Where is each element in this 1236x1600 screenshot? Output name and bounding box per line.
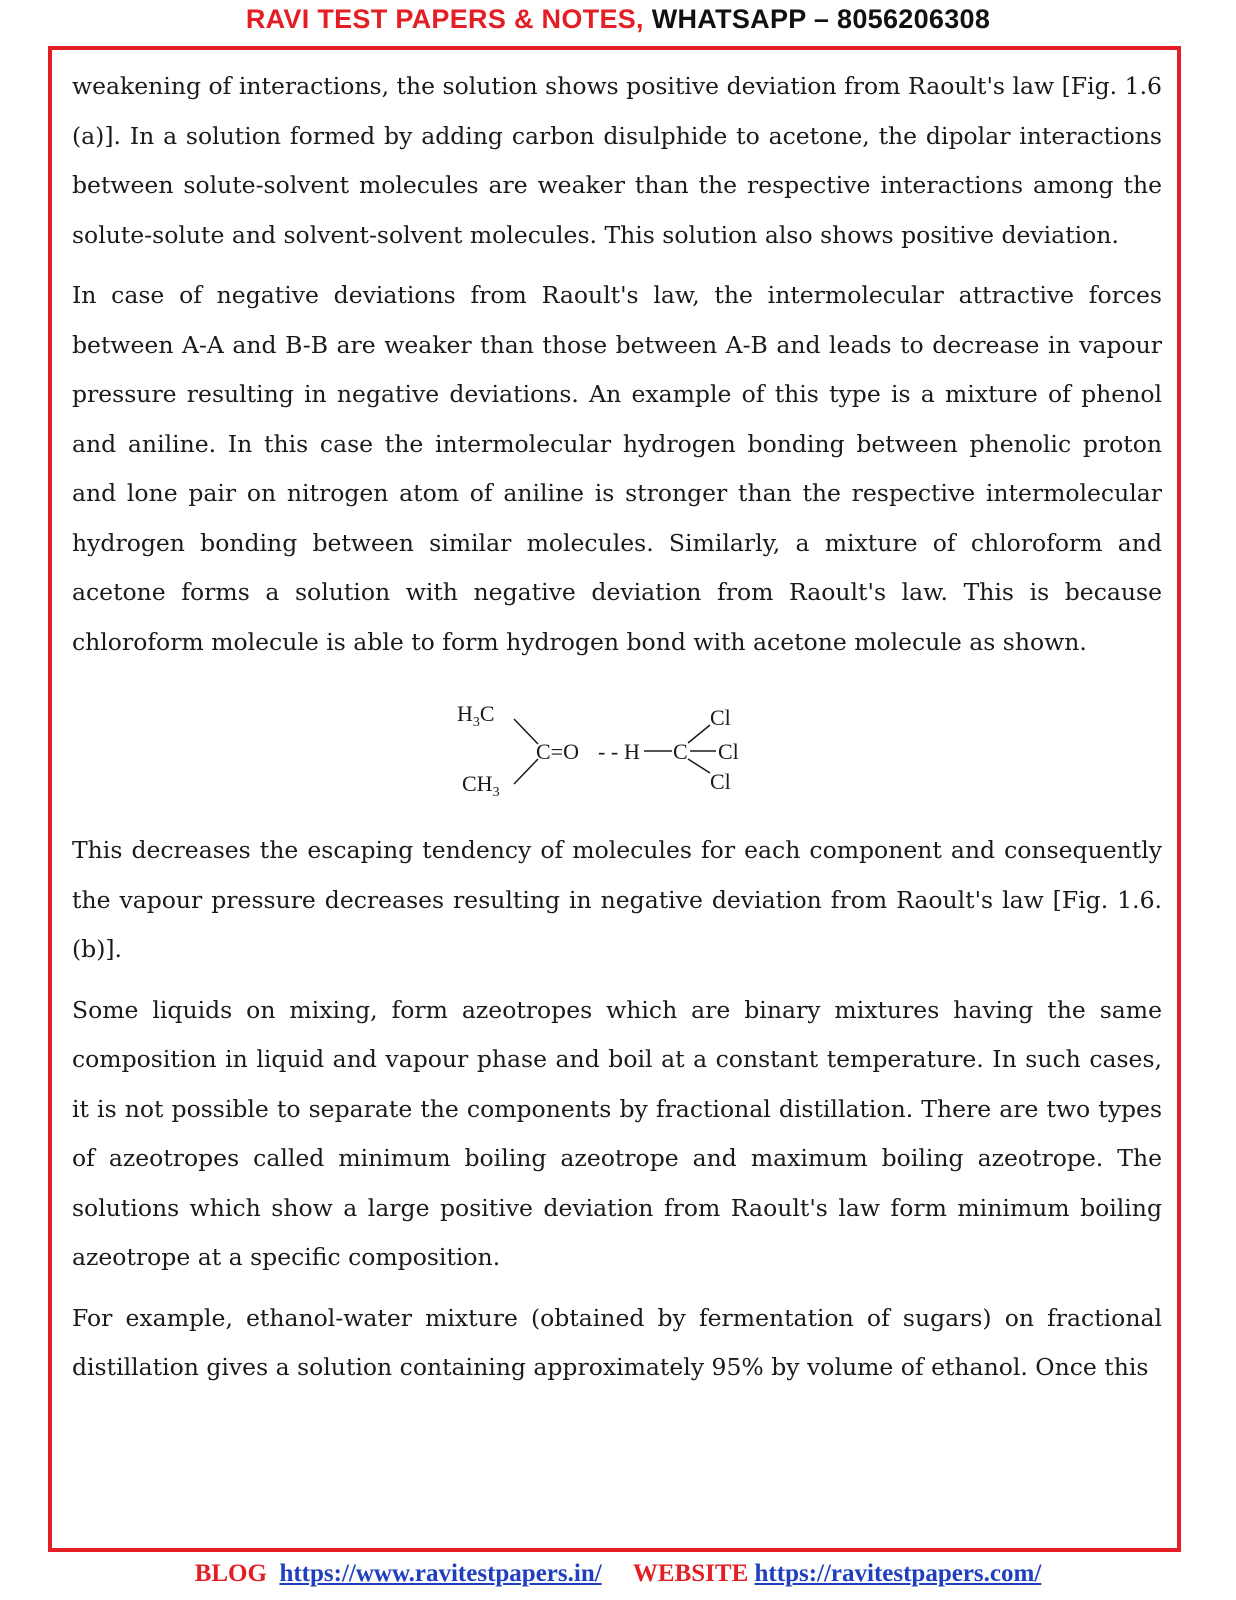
page-header xyxy=(0,4,1236,35)
paragraph-2: In case of negative deviations from Raoult's law, the intermolecular attractive forces between A-A and B-B are weaker than those between A-B and leads to decrease in vapour pressure resulting in negative deviations. An example of this type is a mixture of phenol and aniline. In this case the intermolecular hydrogen bonding between phenolic proton and lone pair on nitrogen atom of aniline is stronger than the respective intermolecular hydrogen bonding between similar molecules. Similarly, a mixture of chloroform and acetone forms a solution with negative deviation from Raoult's law. This is because chloroform molecule is able to form hydrogen bond with acetone molecule as shown. xyxy=(72,281,1162,656)
chemical-structure xyxy=(72,689,1162,809)
hbond-dashes: - - xyxy=(598,739,619,764)
website-link[interactable]: https://ravitestpapers.com/ xyxy=(754,1560,1042,1587)
header-title: RAVI TEST PAPERS & NOTES, xyxy=(245,4,644,34)
page-footer xyxy=(0,1560,1236,1588)
chloro-carbon-label: C xyxy=(673,739,688,764)
website-label: WEBSITE xyxy=(632,1560,749,1587)
paragraph-1: weakening of interactions, the solution shows positive deviation from Raoult's law [Fig. 1.6 (a)]. In a solution formed by adding carbon disulphide to acetone, the dipolar interactions between solute-solvent molecules are weaker than the respective interactions among the solute-solute and solvent-solvent molecules. This solution also shows positive deviation. xyxy=(72,72,1162,249)
header-whatsapp: WHATSAPP – 8056206308 xyxy=(651,4,991,34)
hydrogen-label: H xyxy=(624,739,640,764)
paragraph-5: For example, ethanol-water mixture (obtained by fermentation of sugars) on fractional distillation gives a solution containing approximately 95% by volume of ethanol. Once this xyxy=(72,1303,1162,1381)
methyl-bottom-label: $CH_3$ xyxy=(462,771,500,800)
bond-line xyxy=(688,759,710,773)
bond-line xyxy=(514,719,538,744)
paragraph-4: Some liquids on mixing, form azeotropes which are binary mixtures having the same composition in liquid and vapour phase and boil at a constant temperature. In such cases, it is not possible to separate the components by fractional distillation. There are two types of azeotropes called minimum boiling azeotrope and maximum boiling azeotrope. The solutions which show a large positive deviation from Raoult's law form minimum boiling azeotrope at a specific composition. xyxy=(72,995,1162,1271)
hydrogen-bond-diagram xyxy=(452,689,772,809)
blog-label: BLOG xyxy=(194,1560,267,1587)
methyl-top-label: $H_3C$ xyxy=(457,701,495,730)
chlorine-middle-label: Cl xyxy=(718,739,739,764)
paragraph-3: This decreases the escaping tendency of molecules for each component and consequently the vapour pressure decreases resulting in negative deviation from Raoult's law [Fig. 1.6. (b)]. xyxy=(72,836,1162,963)
blog-link[interactable]: https://www.ravitestpapers.in/ xyxy=(279,1560,602,1587)
chlorine-bottom-label: Cl xyxy=(710,769,731,794)
chlorine-top-label: Cl xyxy=(710,705,731,730)
document-body xyxy=(72,62,1162,1404)
bond-line xyxy=(514,759,538,784)
carbonyl-label: C=O xyxy=(536,739,579,764)
bond-line xyxy=(688,725,710,743)
